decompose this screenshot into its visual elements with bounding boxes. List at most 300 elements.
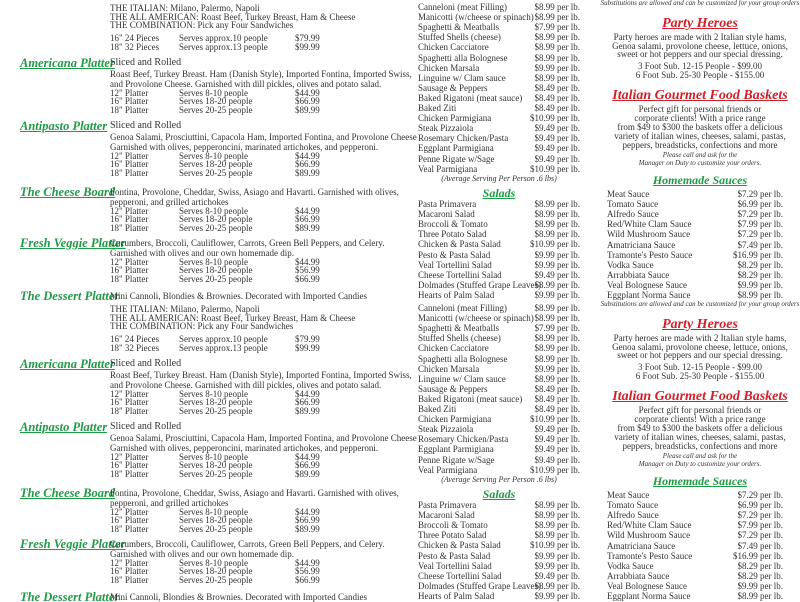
price: $66.99 <box>295 397 320 408</box>
menu-item-price: $8.49 per lb. <box>534 404 580 414</box>
size: 18" Platter <box>110 468 149 479</box>
size: 18" Platter <box>110 167 149 178</box>
price: $44.99 <box>295 257 320 267</box>
menu-item-price: $7.29 per lb. <box>737 510 783 521</box>
serves: Serves 20-25 people <box>179 104 253 115</box>
serving-note: (Average Serving Per Person .6 lbs) <box>441 475 557 484</box>
size: 16" Platter <box>110 460 149 471</box>
sauces-heading: Homemade Sauces <box>652 474 748 488</box>
platter-description: Mini Cannoli, Blondies & Brownies. Decorated with Imported Candies <box>110 291 367 301</box>
menu-item-price: $9.49 per lb. <box>534 434 580 445</box>
menu-item-name: Red/White Clam Sauce <box>607 219 692 230</box>
menu-item-name: Veal Tortellini Salad <box>418 560 492 571</box>
size: 16" 24 Pieces <box>110 334 160 344</box>
baskets-note: Please call and ask for the <box>662 452 738 460</box>
menu-item-price: $8.99 per lb. <box>534 373 580 384</box>
serves: Serves 20-25 people <box>179 222 253 233</box>
menu-item-price: $8.99 per lb. <box>534 353 580 364</box>
menu-item-price: $7.99 per lb. <box>534 22 580 33</box>
menu-item-name: Baked Ziti <box>418 404 457 414</box>
size: 16" Platter <box>110 214 149 225</box>
menu-item-price: $7.99 per lb. <box>737 520 783 531</box>
menu-item-price: $8.99 per lb. <box>534 530 580 541</box>
menu-item-name: Chicken & Pasta Salad <box>418 540 501 551</box>
price: $66.99 <box>295 515 320 526</box>
size: 16" Platter <box>110 96 149 107</box>
menu-item-name: Arrabbiata Sauce <box>607 269 670 280</box>
price: $89.99 <box>295 468 320 479</box>
price: $44.99 <box>295 206 320 216</box>
serves: Serves 8-10 people <box>179 558 248 568</box>
serves: Serves 8-10 people <box>179 452 248 462</box>
menu-item-name: Pasta Primavera <box>418 199 477 209</box>
party-heroes-price: 3 Foot Sub. 12-15 People - $99.00 <box>637 362 762 372</box>
price: $56.99 <box>295 265 320 276</box>
party-heroes-heading: Party Heroes <box>662 317 738 332</box>
sandwich-line: THE ITALIAN: Milano, Palermo, Napoli <box>110 304 260 314</box>
price: $89.99 <box>295 523 320 534</box>
menu-item-price: $8.99 per lb. <box>534 303 580 313</box>
menu-item-price: $7.29 per lb. <box>737 229 783 240</box>
substitutions-note: Substitutions are allowed and can be customized for your group orders <box>600 0 800 7</box>
serves: Serves 8-10 people <box>179 507 248 517</box>
platter-description: Genoa Salami, Prosciuttini, Capacola Ham, Imported Fontina, and Provolone Cheese <box>110 132 417 142</box>
salads-heading: Salads <box>482 186 516 200</box>
price: $89.99 <box>295 167 320 178</box>
menu-item-name: Chicken Cacciatore <box>418 42 489 53</box>
menu-item-price: $8.99 per lb. <box>534 42 580 53</box>
menu-page-copy-2 <box>0 301 800 602</box>
menu-item-name: Baked Rigatoni (meat sauce) <box>418 393 523 404</box>
serves: Serves 18-20 people <box>179 515 253 526</box>
menu-item-name: Hearts of Palm Salad <box>418 590 495 601</box>
serves: Serves 8-10 people <box>179 151 248 161</box>
menu-item-name: Chicken Marsala <box>418 363 480 374</box>
menu-item-name: Veal Bolognese Sauce <box>607 580 687 591</box>
menu-item-name: Macaroni Salad <box>418 209 475 220</box>
size: 12" Platter <box>110 507 149 517</box>
price: $66.99 <box>295 159 320 170</box>
platter-subtitle: Sliced and Rolled <box>110 57 182 68</box>
platter-description: pepperoni, and grilled artichokes <box>110 196 229 207</box>
menu-item-price: $9.99 per lb. <box>534 363 580 374</box>
serves: Serves approx.10 people <box>179 33 268 43</box>
menu-item-name: Eggplant Parmigiana <box>418 444 494 455</box>
menu-item-price: $8.99 per lb. <box>534 199 580 209</box>
serves: Serves approx.13 people <box>179 41 268 52</box>
baskets-desc: corporate clients! With a price range <box>634 414 766 424</box>
menu-item-price: $8.29 per lb. <box>737 259 783 270</box>
menu-item-name: Arrabbiata Sauce <box>607 570 670 581</box>
size: 12" Platter <box>110 206 149 216</box>
menu-item-price: $7.29 per lb. <box>737 209 783 220</box>
sauces-heading: Homemade Sauces <box>652 173 748 187</box>
menu-item-price: $7.29 per lb. <box>737 530 783 541</box>
platter-heading: Americana Platter <box>20 357 115 371</box>
menu-item-name: Spaghetti & Meatballs <box>418 323 499 334</box>
menu-item-price: $9.99 per lb. <box>737 580 783 591</box>
menu-item-name: Spaghetti alla Bolognese <box>418 353 508 364</box>
party-heroes-desc: Genoa salami, provolone cheese, lettuce, onions, <box>612 40 788 51</box>
price: $44.99 <box>295 452 320 462</box>
menu-item-name: Alfredo Sauce <box>607 510 659 521</box>
menu-item-name: Tomato Sauce <box>607 500 659 511</box>
serves: Serves 8-10 people <box>179 206 248 216</box>
menu-item-price: $8.99 per lb. <box>534 500 580 510</box>
menu-item-price: $7.29 per lb. <box>737 189 783 199</box>
menu-item-name: Veal Parmigiana <box>418 163 478 174</box>
menu-item-price: $8.99 per lb. <box>534 12 580 23</box>
menu-item-price: $9.99 per lb. <box>737 279 783 290</box>
serves: Serves 20-25 people <box>179 273 253 284</box>
menu-item-price: $9.49 per lb. <box>534 424 580 435</box>
menu-item-name: Rosemary Chicken/Pasta <box>418 434 509 445</box>
serves: Serves 18-20 people <box>179 460 253 471</box>
menu-item-price: $8.99 per lb. <box>534 343 580 354</box>
menu-item-name: Cheese Tortellini Salad <box>418 570 502 581</box>
menu-item-name: Chicken & Pasta Salad <box>418 239 501 250</box>
menu-item-price: $8.29 per lb. <box>737 570 783 581</box>
party-heroes-price: 6 Foot Sub. 25-30 People - $155.00 <box>635 70 765 80</box>
platter-description: and Provolone Cheese. Garnished with dill pickles, olives and potato salad. <box>110 78 382 89</box>
menu-item-name: Cheese Tortellini Salad <box>418 269 502 280</box>
menu-item-name: Penne Rigate w/Sage <box>418 153 495 164</box>
price: $44.99 <box>295 389 320 399</box>
sandwich-line: THE ALL AMERICAN: Roast Beef, Turkey Breast, Ham & Cheese <box>110 11 356 22</box>
menu-item-price: $8.99 per lb. <box>534 219 580 230</box>
menu-item-name: Manicotti (w/cheese or spinach) <box>418 313 534 324</box>
menu-item-price: $10.99 per lb. <box>530 414 580 425</box>
menu-item-price: $10.99 per lb. <box>530 239 580 250</box>
serves: Serves 20-25 people <box>179 405 253 416</box>
serves: Serves 8-10 people <box>179 389 248 399</box>
price: $56.99 <box>295 566 320 577</box>
menu-item-price: $7.49 per lb. <box>737 239 783 250</box>
price: $44.99 <box>295 88 320 98</box>
menu-item-name: Red/White Clam Sauce <box>607 520 692 531</box>
baskets-desc: variety of italian wines, cheeses, salami, pastas, <box>614 131 786 141</box>
price: $66.99 <box>295 96 320 107</box>
serves: Serves 18-20 people <box>179 265 253 276</box>
serves: Serves 8-10 people <box>179 88 248 98</box>
serves: Serves 18-20 people <box>179 566 253 577</box>
platter-description: pepperoni, and grilled artichokes <box>110 497 229 508</box>
menu-item-name: Alfredo Sauce <box>607 209 659 220</box>
size: 18" 32 Pieces <box>110 41 160 52</box>
party-heroes-desc: sweet or hot peppers and our special dressing. <box>617 350 783 360</box>
serves: Serves 20-25 people <box>179 167 253 178</box>
price: $89.99 <box>295 104 320 115</box>
menu-item-name: Chicken Marsala <box>418 62 480 73</box>
menu-item-name: Penne Rigate w/Sage <box>418 454 495 465</box>
size: 18" Platter <box>110 104 149 115</box>
menu-item-price: $8.49 per lb. <box>534 103 580 113</box>
platter-description: and Provolone Cheese. Garnished with dill pickles, olives and potato salad. <box>110 379 382 390</box>
platter-heading: The Dessert Platter <box>20 289 120 301</box>
menu-item-price: $10.99 per lb. <box>530 163 580 174</box>
platter-heading: Americana Platter <box>20 56 115 70</box>
menu-item-price: $8.99 per lb. <box>534 313 580 324</box>
price: $89.99 <box>295 222 320 233</box>
menu-item-name: Broccoli & Tomato <box>418 219 488 230</box>
menu-item-name: Dolmades (Stuffed Grape Leaves) <box>418 580 542 591</box>
menu-item-price: $6.99 per lb. <box>737 500 783 511</box>
serves: Serves 20-25 people <box>179 523 253 534</box>
menu-item-price: $9.49 per lb. <box>534 133 580 144</box>
serves: Serves 20-25 people <box>179 574 253 585</box>
platter-description: Garnished with olives, pepperoncini, marinated artichokes, and pepperoni. <box>110 141 379 152</box>
menu-item-price: $9.49 per lb. <box>534 454 580 465</box>
menu-item-name: Stuffed Shells (cheese) <box>418 32 501 43</box>
menu-item-price: $9.49 per lb. <box>534 570 580 581</box>
price: $89.99 <box>295 405 320 416</box>
platter-description: Cucumbers, Broccoli, Cauliflower, Carrots, Green Bell Peppers, and Celery. <box>110 238 385 248</box>
menu-item-name: Linguine w/ Clam sauce <box>418 72 506 83</box>
serves: Serves 18-20 people <box>179 214 253 225</box>
menu-item-name: Wild Mushroom Sauce <box>607 229 691 240</box>
menu-item-name: Baked Ziti <box>418 103 457 113</box>
menu-item-price: $9.49 per lb. <box>534 123 580 134</box>
baskets-heading: Italian Gourmet Food Baskets <box>612 88 788 103</box>
size: 12" Platter <box>110 257 149 267</box>
serves: Serves 20-25 people <box>179 468 253 479</box>
menu-item-name: Spaghetti alla Bolognese <box>418 52 508 63</box>
menu-item-price: $8.99 per lb. <box>534 72 580 83</box>
menu-item-name: Amatriciana Sauce <box>607 239 676 250</box>
platter-subtitle: Sliced and Rolled <box>110 358 182 369</box>
menu-item-name: Eggplant Norma Sauce <box>607 290 691 300</box>
sandwich-line: THE COMBINATION: Pick any Four Sandwiches <box>110 20 294 30</box>
menu-item-price: $7.99 per lb. <box>737 219 783 230</box>
menu-item-price: $8.99 per lb. <box>534 510 580 521</box>
menu-item-name: Three Potato Salad <box>418 229 487 240</box>
menu-item-name: Steak Pizzaiola <box>418 123 474 134</box>
menu-item-price: $8.99 per lb. <box>534 229 580 240</box>
baskets-note: Manager on Duty to customize your orders. <box>638 459 762 468</box>
baskets-note: Please call and ask for the <box>662 151 738 159</box>
platter-heading: Antipasto Platter <box>20 420 108 434</box>
sandwich-line: THE ALL AMERICAN: Roast Beef, Turkey Breast, Ham & Cheese <box>110 312 356 323</box>
sandwich-line: THE COMBINATION: Pick any Four Sandwiches <box>110 321 294 331</box>
menu-item-name: Canneloni (meat Filling) <box>418 2 507 12</box>
baskets-desc: from $49 to $300 the baskets offer a delicious <box>617 423 783 433</box>
baskets-desc: Perfect gift for personal friends or <box>638 405 762 415</box>
menu-item-price: $9.49 per lb. <box>534 444 580 455</box>
salads-heading: Salads <box>482 487 516 501</box>
size: 16" Platter <box>110 397 149 408</box>
menu-item-name: Wild Mushroom Sauce <box>607 530 691 541</box>
menu-item-name: Macaroni Salad <box>418 510 475 521</box>
menu-item-name: Baked Rigatoni (meat sauce) <box>418 92 523 103</box>
size: 18" Platter <box>110 222 149 233</box>
baskets-desc: peppers, breadsticks, confections and more <box>622 441 778 451</box>
platter-description: Roast Beef, Turkey Breast. Ham (Danish Style), Imported Fontina, Imported Swiss, <box>110 370 412 380</box>
price: $79.99 <box>295 334 320 344</box>
menu-item-name: Tomato Sauce <box>607 199 659 210</box>
menu-item-price: $8.49 per lb. <box>534 82 580 93</box>
size: 12" Platter <box>110 151 149 161</box>
menu-item-name: Manicotti (w/cheese or spinach) <box>418 12 534 23</box>
baskets-desc: peppers, breadsticks, confections and more <box>622 140 778 150</box>
price: $99.99 <box>295 342 320 353</box>
menu-item-price: $8.99 per lb. <box>534 520 580 531</box>
menu-item-price: $16.99 per lb. <box>733 550 783 561</box>
menu-item-price: $8.29 per lb. <box>737 560 783 571</box>
price: $66.99 <box>295 214 320 225</box>
menu-item-name: Eggplant Norma Sauce <box>607 591 691 601</box>
serves: Serves approx.10 people <box>179 334 268 344</box>
menu-item-name: Pesto & Pasta Salad <box>418 550 491 561</box>
menu-item-name: Chicken Cacciatore <box>418 343 489 354</box>
menu-item-price: $8.49 per lb. <box>534 393 580 404</box>
menu-item-price: $9.99 per lb. <box>534 249 580 260</box>
party-heroes-price: 3 Foot Sub. 12-15 People - $99.00 <box>637 61 762 71</box>
menu-item-name: Pesto & Pasta Salad <box>418 249 491 260</box>
menu-item-name: Steak Pizzaiola <box>418 424 474 435</box>
party-heroes-heading: Party Heroes <box>662 16 738 31</box>
platter-description: Roast Beef, Turkey Breast. Ham (Danish Style), Imported Fontina, Imported Swiss, <box>110 69 412 79</box>
baskets-desc: from $49 to $300 the baskets offer a delicious <box>617 122 783 132</box>
size: 16" Platter <box>110 515 149 526</box>
menu-item-price: $8.99 per lb. <box>534 333 580 344</box>
platter-heading: Fresh Veggie Platter <box>20 236 126 250</box>
party-heroes-desc: Party heroes are made with 2 Italian style hams, <box>613 32 787 42</box>
size: 12" Platter <box>110 88 149 98</box>
menu-item-name: Vodka Sauce <box>607 259 654 270</box>
menu-item-price: $9.49 per lb. <box>534 143 580 154</box>
baskets-heading: Italian Gourmet Food Baskets <box>612 389 788 404</box>
platter-description: Garnished with olives and our own homemade dip. <box>110 548 294 559</box>
platter-heading: Fresh Veggie Platter <box>20 537 126 551</box>
size: 16" Platter <box>110 566 149 577</box>
menu-item-price: $8.99 per lb. <box>534 209 580 220</box>
serves: Serves 18-20 people <box>179 96 253 107</box>
party-heroes-desc: sweet or hot peppers and our special dressing. <box>617 49 783 59</box>
menu-item-price: $8.99 per lb. <box>534 52 580 63</box>
menu-item-name: Veal Bolognese Sauce <box>607 279 687 290</box>
platter-heading: Antipasto Platter <box>20 119 108 133</box>
menu-item-name: Vodka Sauce <box>607 560 654 571</box>
size: 18" Platter <box>110 574 149 585</box>
price: $79.99 <box>295 33 320 43</box>
menu-item-name: Chicken Parmigiana <box>418 113 492 124</box>
menu-item-name: Veal Parmigiana <box>418 464 478 475</box>
price: $44.99 <box>295 558 320 568</box>
price: $66.99 <box>295 574 320 585</box>
menu-item-name: Rosemary Chicken/Pasta <box>418 133 509 144</box>
size: 18" Platter <box>110 405 149 416</box>
menu-item-name: Sausage & Peppers <box>418 383 488 394</box>
serves: Serves 8-10 people <box>179 257 248 267</box>
menu-item-price: $9.99 per lb. <box>534 560 580 571</box>
platter-subtitle: Sliced and Rolled <box>110 120 182 131</box>
menu-item-price: $7.49 per lb. <box>737 540 783 551</box>
menu-item-price: $10.99 per lb. <box>530 540 580 551</box>
menu-item-name: Tramonte's Pesto Sauce <box>607 249 693 260</box>
menu-item-price: $9.99 per lb. <box>534 259 580 270</box>
menu-item-name: Broccoli & Tomato <box>418 520 488 531</box>
platter-description: Fontina, Provolone, Cheddar, Swiss, Asiago and Havarti. Garnished with olives, <box>110 187 399 197</box>
party-heroes-price: 6 Foot Sub. 25-30 People - $155.00 <box>635 371 765 381</box>
menu-item-price: $8.49 per lb. <box>534 92 580 103</box>
size: 16" Platter <box>110 159 149 170</box>
menu-item-price: $8.99 per lb. <box>534 580 580 591</box>
menu-item-name: Pasta Primavera <box>418 500 477 510</box>
serving-note: (Average Serving Per Person .6 lbs) <box>441 174 557 183</box>
menu-item-price: $9.49 per lb. <box>534 153 580 164</box>
platter-heading: The Cheese Board <box>20 486 116 500</box>
serves: Serves approx.13 people <box>179 342 268 353</box>
size: 16" 24 Pieces <box>110 33 160 43</box>
size: 12" Platter <box>110 558 149 568</box>
size: 12" Platter <box>110 452 149 462</box>
price: $66.99 <box>295 460 320 471</box>
baskets-desc: corporate clients! With a price range <box>634 113 766 123</box>
menu-item-name: Meat Sauce <box>607 490 650 500</box>
menu-item-name: Stuffed Shells (cheese) <box>418 333 501 344</box>
menu-item-name: Meat Sauce <box>607 189 650 199</box>
menu-item-price: $10.99 per lb. <box>530 464 580 475</box>
menu-item-price: $16.99 per lb. <box>733 249 783 260</box>
platter-heading: The Cheese Board <box>20 185 116 199</box>
menu-item-price: $8.99 per lb. <box>534 2 580 12</box>
menu-item-name: Canneloni (meat Filling) <box>418 303 507 313</box>
menu-item-price: $7.29 per lb. <box>737 490 783 500</box>
baskets-desc: Perfect gift for personal friends or <box>638 104 762 114</box>
platter-description: Genoa Salami, Prosciuttini, Capacola Ham, Imported Fontina, and Provolone Cheese <box>110 433 417 443</box>
menu-item-price: $8.99 per lb. <box>737 591 783 601</box>
size: 18" Platter <box>110 523 149 534</box>
price: $99.99 <box>295 41 320 52</box>
menu-item-name: Sausage & Peppers <box>418 82 488 93</box>
menu-item-name: Linguine w/ Clam sauce <box>418 373 506 384</box>
platter-description: Garnished with olives, pepperoncini, marinated artichokes, and pepperoni. <box>110 442 379 453</box>
platter-description: Mini Cannoli, Blondies & Brownies. Decorated with Imported Candies <box>110 592 367 602</box>
menu-item-price: $8.29 per lb. <box>737 269 783 280</box>
menu-item-name: Eggplant Parmigiana <box>418 143 494 154</box>
size: 18" 32 Pieces <box>110 342 160 353</box>
serves: Serves 18-20 people <box>179 159 253 170</box>
menu-item-price: $8.99 per lb. <box>534 32 580 43</box>
size: 16" Platter <box>110 265 149 276</box>
menu-item-name: Dolmades (Stuffed Grape Leaves) <box>418 279 542 290</box>
platter-description: Garnished with olives and our own homemade dip. <box>110 247 294 258</box>
substitutions-note: Substitutions are allowed and can be customized for your group orders <box>600 301 800 308</box>
serves: Serves 18-20 people <box>179 397 253 408</box>
menu-item-name: Amatriciana Sauce <box>607 540 676 551</box>
menu-item-price: $8.99 per lb. <box>737 290 783 300</box>
menu-item-name: Hearts of Palm Salad <box>418 289 495 300</box>
platter-subtitle: Sliced and Rolled <box>110 421 182 432</box>
sandwich-line: THE ITALIAN: Milano, Palermo, Napoli <box>110 3 260 13</box>
platter-description: Fontina, Provolone, Cheddar, Swiss, Asiago and Havarti. Garnished with olives, <box>110 488 399 498</box>
menu-item-price: $7.99 per lb. <box>534 323 580 334</box>
size: 12" Platter <box>110 389 149 399</box>
party-heroes-desc: Party heroes are made with 2 Italian style hams, <box>613 333 787 343</box>
price: $44.99 <box>295 507 320 517</box>
menu-item-price: $9.99 per lb. <box>534 62 580 73</box>
menu-item-price: $10.99 per lb. <box>530 113 580 124</box>
platter-description: Cucumbers, Broccoli, Cauliflower, Carrots, Green Bell Peppers, and Celery. <box>110 539 385 549</box>
menu-item-price: $9.99 per lb. <box>534 550 580 561</box>
baskets-note: Manager on Duty to customize your orders. <box>638 158 762 167</box>
size: 18" Platter <box>110 273 149 284</box>
menu-item-price: $6.99 per lb. <box>737 199 783 210</box>
price: $44.99 <box>295 151 320 161</box>
menu-item-name: Veal Tortellini Salad <box>418 259 492 270</box>
menu-item-price: $8.49 per lb. <box>534 383 580 394</box>
menu-item-name: Spaghetti & Meatballs <box>418 22 499 33</box>
